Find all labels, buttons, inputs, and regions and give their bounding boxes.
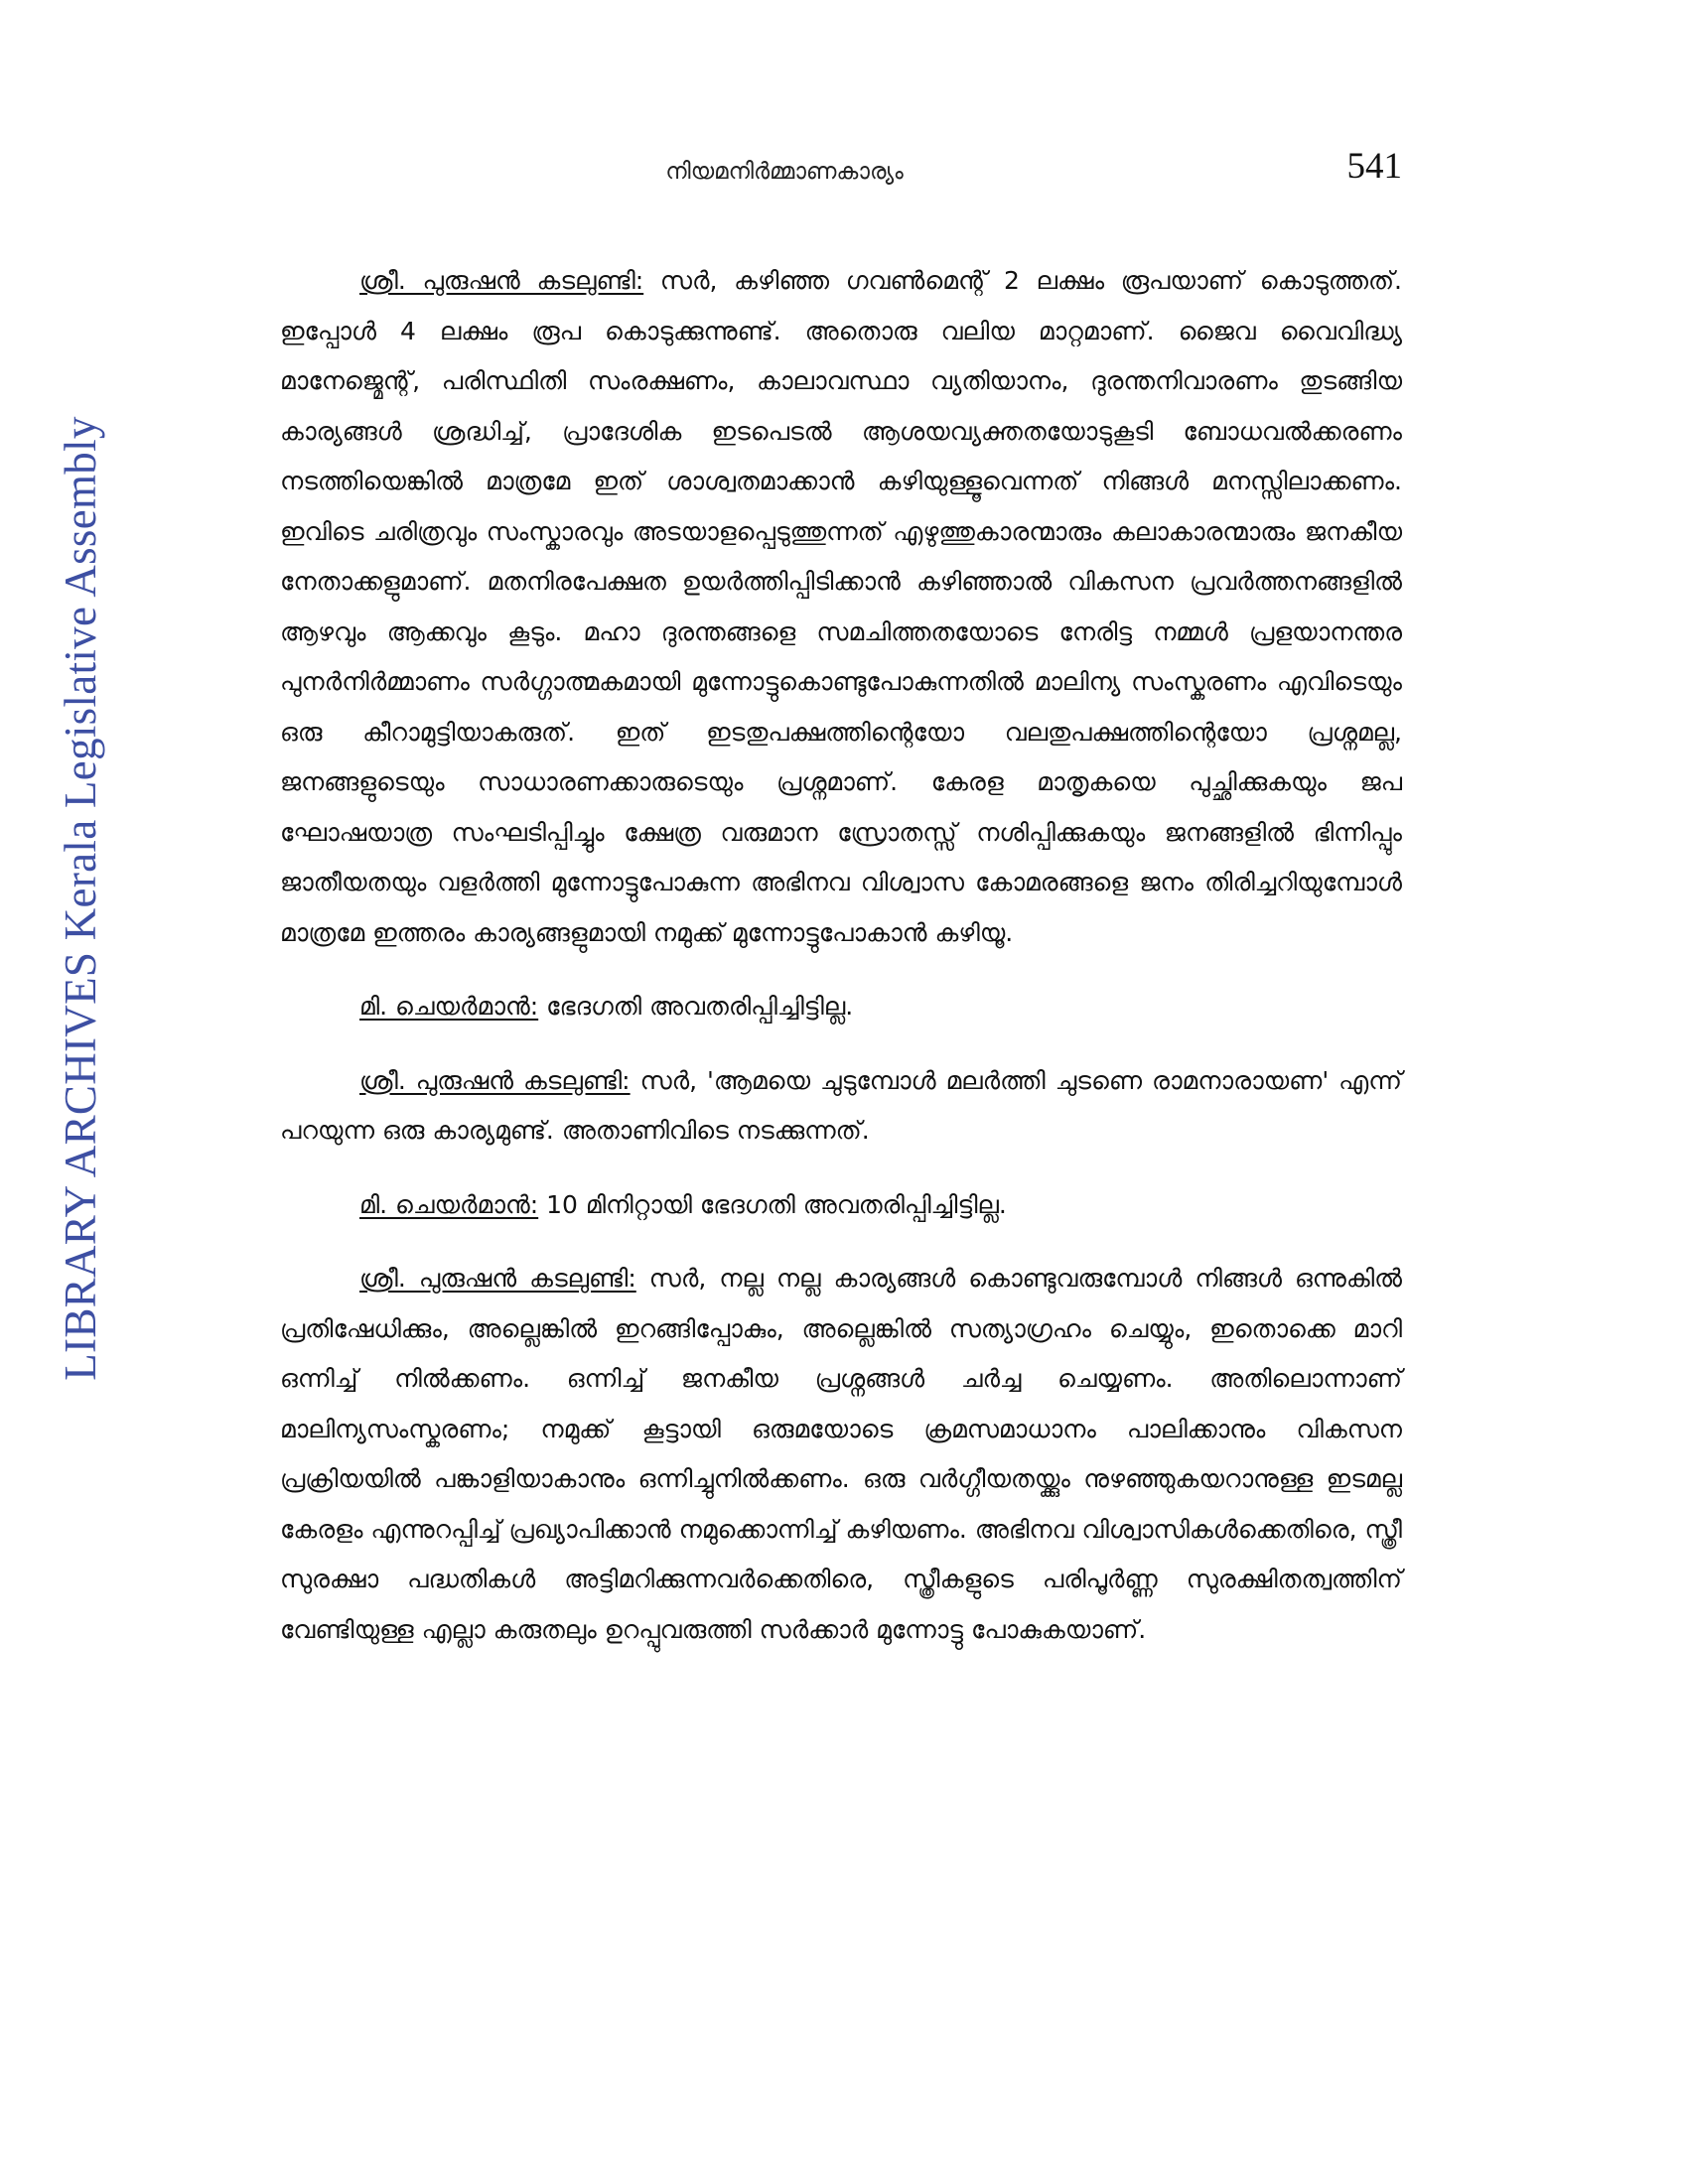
paragraph (280, 1180, 1402, 1231)
speech-text: ഭേദഗതി അവതരിപ്പിച്ചിട്ടില്ല. (538, 992, 854, 1021)
speech-text: 10 മിനിറ്റായി ഭേദഗതി അവതരിപ്പിച്ചിട്ടില്ല. (538, 1189, 1007, 1219)
speech-text: സർ, 'ആമയെ ചുടുമ്പോൾ മലർത്തി ചുടണെ രാമനാരായണ' എന്ന് പറയുന്ന ഒരു കാര്യമുണ്ട്. അതാണിവിടെ നടക്കുന്നത്. (280, 1065, 1402, 1145)
speaker-name: ശ്രീ. പുരുഷൻ കടലുണ്ടി: (359, 1065, 631, 1095)
document-body (280, 256, 1402, 1679)
paragraph (280, 982, 1402, 1032)
paragraph (280, 1056, 1402, 1157)
paragraph (280, 1254, 1402, 1655)
archive-watermark: LIBRARY ARCHIVES Kerala Legislative Assembly (56, 416, 105, 1381)
speaker-name: മി. ചെയർമാൻ: (359, 992, 539, 1021)
speech-text: സർ, നല്ല നല്ല കാര്യങ്ങൾ കൊണ്ടുവരുമ്പോൾ നിങ്ങൾ ഒന്നുകിൽ പ്രതിഷേധിക്കും, അല്ലെങ്കിൽ ഇറങ്ങിപ്പോകും, അല്ലെങ്കിൽ സത്യാഗ്രഹം ചെയ്യും, ഇതൊക്കെ മാറി ഒന്നിച്ച് നിൽക്കണം. ഒന്നിച്ച് ജനകീയ പ്രശ്നങ്ങൾ ചർച്ച ചെയ്യണം. അതിലൊന്നാണ് മാലിന്യസംസ്കരണം; നമുക്ക് കൂട്ടായി ഒരുമയോടെ ക്രമസമാധാനം പാലിക്കാനും വികസന പ്രക്രിയയിൽ പങ്കാളിയാകാനും ഒന്നിച്ചുനിൽക്കണം. ഒരു വർഗ്ഗീയതയ്ക്കും നുഴഞ്ഞുകയറാനുള്ള ഇടമല്ല കേരളം എന്നുറപ്പിച്ച് പ്രഖ്യാപിക്കാൻ നമുക്കൊന്നിച്ച് കഴിയണം. അഭിനവ വിശ്വാസികൾക്കെതിരെ, സ്ത്രീ സുരക്ഷാ പദ്ധതികൾ അട്ടിമറിക്കുന്നവർക്കെതിരെ, സ്ത്രീകളുടെ പരിപൂർണ്ണ സുരക്ഷിതത്വത്തിന് വേണ്ടിയുള്ള എല്ലാ കരുതലും ഉറപ്പുവരുത്തി സർക്കാർ മുന്നോട്ടു പോകുകയാണ്. (280, 1264, 1402, 1644)
speech-text: സർ, കഴിഞ്ഞ ഗവൺമെന്റ് 2 ലക്ഷം രൂപയാണ് കൊടുത്തത്. ഇപ്പോൾ 4 ലക്ഷം രൂപ കൊടുക്കുന്നുണ്ട്. അതൊരു വലിയ മാറ്റമാണ്. ജൈവ വൈവിദ്ധ്യ മാനേജ്മെന്റ്, പരിസ്ഥിതി സംരക്ഷണം, കാലാവസ്ഥാ വ്യതിയാനം, ദുരന്തനിവാരണം തുടങ്ങിയ കാര്യങ്ങൾ ശ്രദ്ധിച്ച്, പ്രാദേശിക ഇടപെടൽ ആശയവ്യക്തതയോടുകൂടി ബോധവൽക്കരണം നടത്തിയെങ്കിൽ മാത്രമേ ഇത് ശാശ്വതമാക്കാൻ കഴിയുള്ളൂവെന്നത് നിങ്ങൾ മനസ്സിലാക്കണം. ഇവിടെ ചരിത്രവും സംസ്കാരവും അടയാളപ്പെടുത്തുന്നത് എഴുത്തുകാരന്മാരും കലാകാരന്മാരും ജനകീയ നേതാക്കളുമാണ്. മതനിരപേക്ഷത ഉയർത്തിപ്പിടിക്കാൻ കഴിഞ്ഞാൽ വികസന പ്രവർത്തനങ്ങളിൽ ആഴവും ആക്കവും കൂടും. മഹാ ദുരന്തങ്ങളെ സമചിത്തതയോടെ നേരിട്ട നമ്മൾ പ്രളയാനന്തര പുനർനിർമ്മാണം സർഗ്ഗാത്മകമായി മുന്നോട്ടുകൊണ്ടുപോകുന്നതിൽ മാലിന്യ സംസ്കരണം എവിടെയും ഒരു കീറാമുട്ടിയാകരുത്. ഇത് ഇടതുപക്ഷത്തിന്റെയോ വലതുപക്ഷത്തിന്റെയോ പ്രശ്നമല്ല, ജനങ്ങളുടെയും സാധാരണക്കാരുടെയും പ്രശ്നമാണ്. കേരള മാതൃകയെ പുച്ഛിക്കുകയും ജപ ഘോഷയാത്ര സംഘടിപ്പിച്ചും ക്ഷേത്ര വരുമാന സ്രോതസ്സ് നശിപ്പിക്കുകയും ജനങ്ങളിൽ ഭിന്നിപ്പും ജാതീയതയും വളർത്തി മുന്നോട്ടുപോകുന്ന അഭിനവ വിശ്വാസ കോമരങ്ങളെ ജനം തിരിച്ചറിയുമ്പോൾ മാത്രമേ ഇത്തരം കാര്യങ്ങളുമായി നമുക്ക് മുന്നോട്ടുപോകാൻ കഴിയൂ. (280, 266, 1402, 947)
running-title: നിയമനിർമ്മാണകാര്യം (665, 159, 904, 185)
page-number: 541 (1346, 146, 1402, 187)
paragraph (280, 256, 1402, 958)
speaker-name: മി. ചെയർമാൻ: (359, 1189, 539, 1219)
speaker-name: ശ്രീ. പുരുഷൻ കടലുണ്ടി: (359, 266, 644, 295)
speaker-name: ശ്രീ. പുരുഷൻ കടലുണ്ടി: (359, 1264, 636, 1293)
